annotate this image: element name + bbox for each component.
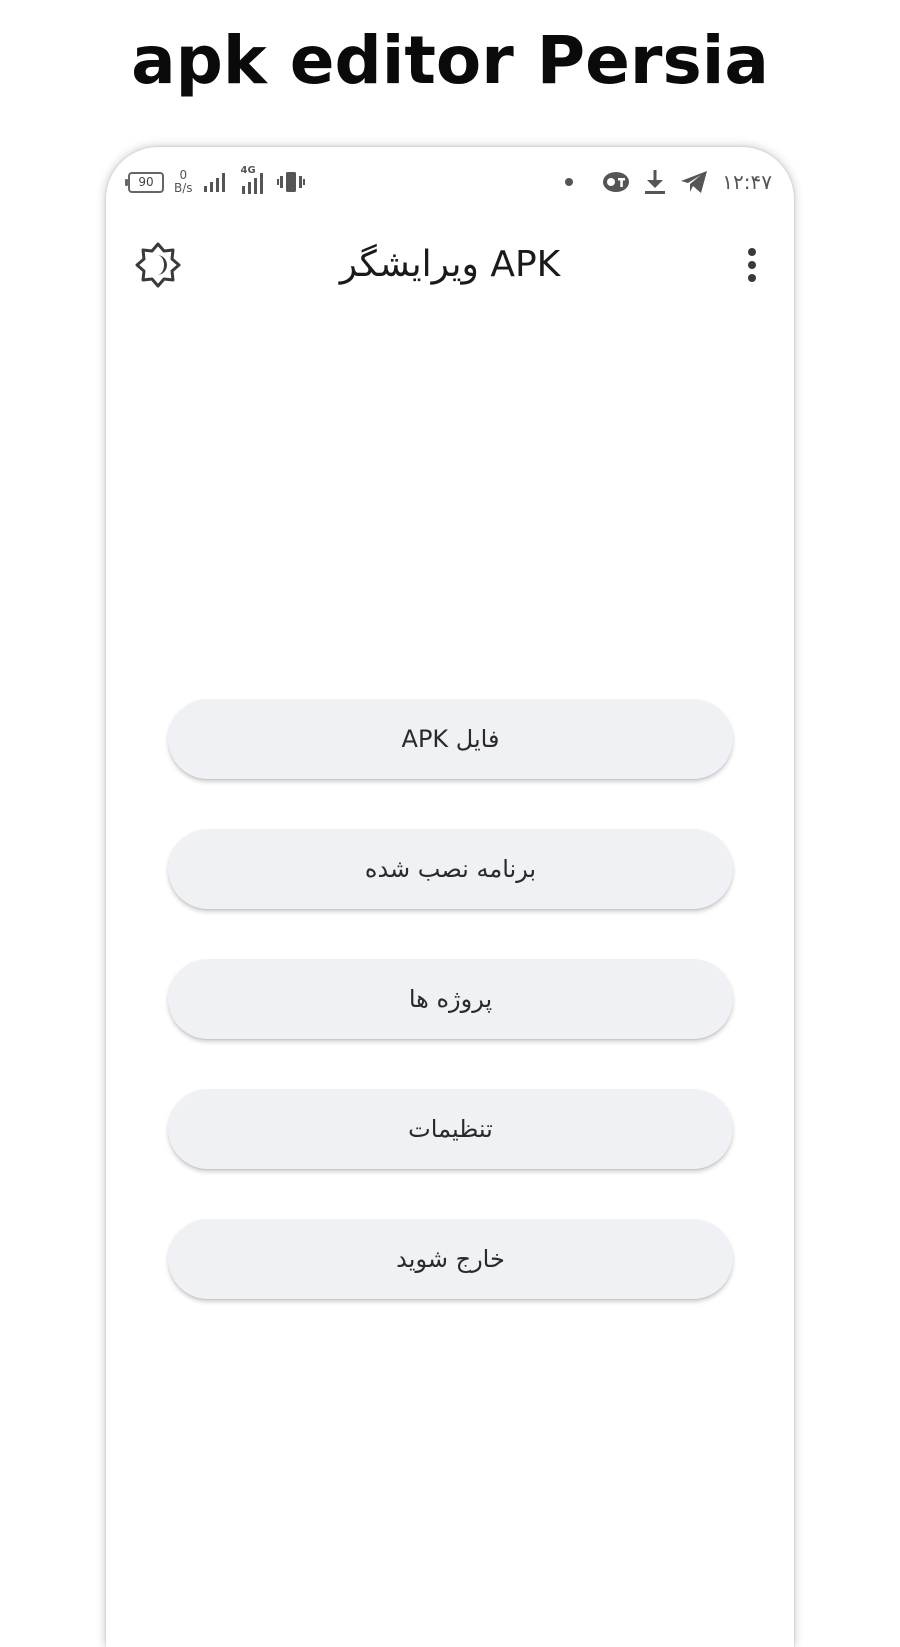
download-icon bbox=[644, 169, 666, 195]
signal-icon bbox=[203, 171, 229, 193]
net-speed-value: 0 bbox=[179, 168, 188, 182]
net-speed bbox=[174, 169, 193, 195]
app-bar bbox=[106, 225, 794, 305]
telegram-icon bbox=[680, 170, 708, 194]
dot-icon bbox=[564, 177, 574, 187]
banner-title: apk editor Persia bbox=[131, 22, 769, 99]
installed-apps-button[interactable]: برنامه نصب شده bbox=[168, 829, 733, 909]
exit-button[interactable]: خارج شوید bbox=[168, 1219, 733, 1299]
more-options-button[interactable] bbox=[732, 241, 772, 289]
status-bar-right bbox=[564, 165, 772, 199]
theme-toggle-button[interactable] bbox=[134, 241, 182, 289]
battery-icon: 90 bbox=[128, 172, 164, 193]
net-speed-unit: B/s bbox=[174, 181, 193, 195]
network-type-label: 4G bbox=[240, 165, 256, 176]
main-menu bbox=[168, 699, 733, 1349]
signal-4g-icon bbox=[239, 165, 267, 195]
settings-button[interactable]: تنظیمات bbox=[168, 1089, 733, 1169]
vpn-icon bbox=[602, 171, 630, 193]
clock: ۱۲:۴۷ bbox=[722, 170, 772, 194]
status-bar-left bbox=[128, 165, 305, 199]
theme-toggle-icon bbox=[135, 242, 181, 288]
apk-file-button[interactable]: فایل APK bbox=[168, 699, 733, 779]
vibrate-icon bbox=[277, 170, 305, 194]
app-title: ویرایشگر APK bbox=[339, 244, 561, 285]
more-vert-icon bbox=[746, 247, 758, 283]
projects-button[interactable]: پروژه ها bbox=[168, 959, 733, 1039]
status-bar bbox=[106, 147, 794, 217]
phone-frame bbox=[106, 147, 794, 1647]
